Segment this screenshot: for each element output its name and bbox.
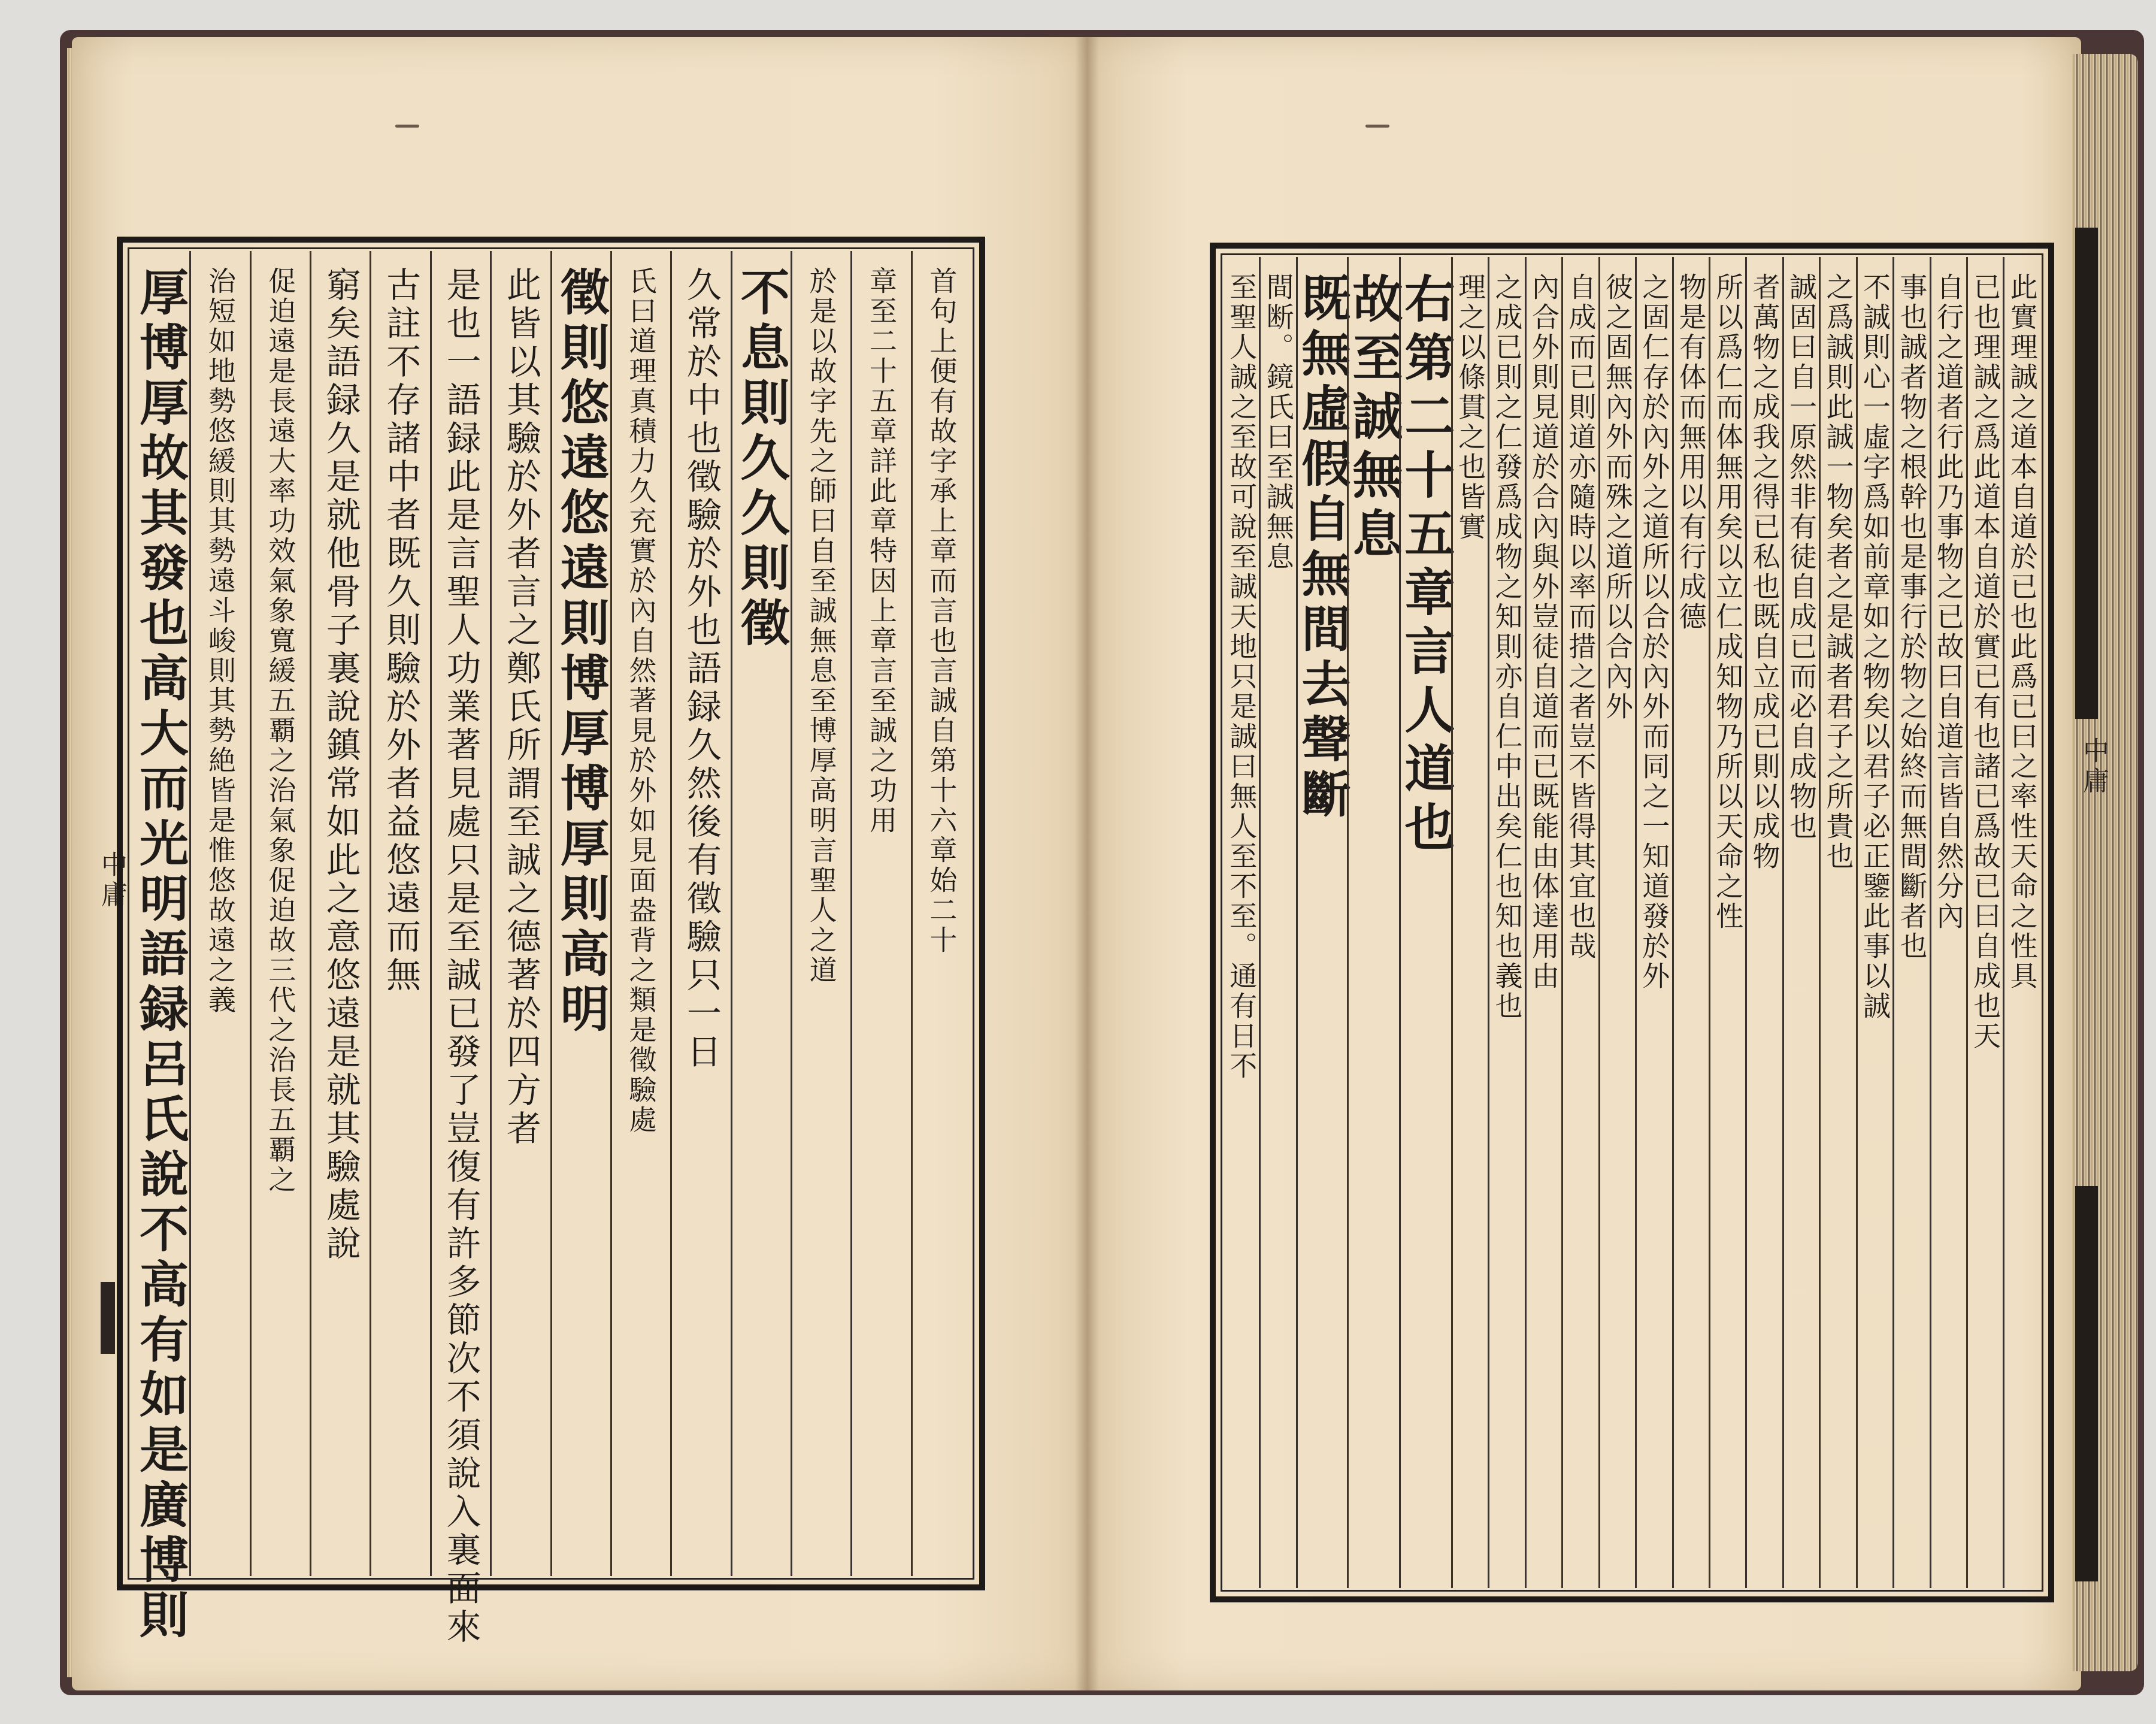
column-text: 此皆以其驗於外者言之鄭氏所謂至誠之德著於四方者 bbox=[500, 267, 541, 1148]
text-column bbox=[550, 251, 610, 1576]
fold-label: 中庸 bbox=[96, 851, 127, 911]
column-text: 此實理誠之道本自道於已也此爲已曰之率性天命之性具 bbox=[2006, 273, 2039, 991]
text-column bbox=[1598, 257, 1635, 1588]
left-text-frame bbox=[117, 237, 985, 1647]
text-column bbox=[850, 251, 910, 1576]
text-column bbox=[610, 251, 670, 1576]
text-column bbox=[490, 251, 550, 1576]
book-gutter bbox=[1075, 37, 1099, 1690]
text-column bbox=[2003, 257, 2039, 1588]
column-text: 者萬物之成我之得已私也既自立成已則以成物 bbox=[1748, 273, 1781, 872]
column-text: 右第二十五章言人道也 bbox=[1396, 273, 1456, 860]
column-text: 久常於中也徵驗於外也語録久然後有徵驗只一日 bbox=[680, 267, 722, 1072]
column-text: 已也理誠之爲此道本自道於實已有也諸已爲故已曰自成也天 bbox=[1969, 273, 2002, 1051]
fold-label: 中庸 bbox=[2078, 737, 2109, 797]
column-text: 不誠則心一虛字爲如前章如之物矣以君子必正鑒此事以誠 bbox=[1858, 273, 1891, 1021]
column-text: 故至誠無息 bbox=[1344, 273, 1404, 566]
column-text: 不息則久久則徵 bbox=[732, 267, 791, 652]
column-text: 自成而已則道亦隨時以率而措之者豈不皆得其宜也哉 bbox=[1564, 273, 1597, 961]
text-column bbox=[1396, 257, 1456, 1588]
text-column bbox=[1709, 257, 1745, 1588]
text-column bbox=[1672, 257, 1709, 1588]
text-column bbox=[1892, 257, 1929, 1588]
column-text: 窮矣語録久是就他骨子裏說鎮常如此之意悠遠是就其驗處說 bbox=[320, 267, 361, 1263]
column-text: 內合外則見道於合內與外豈徒自道而已既能由体達用由 bbox=[1527, 273, 1560, 991]
text-column bbox=[430, 251, 490, 1647]
right-columns bbox=[1224, 257, 2040, 1588]
text-column bbox=[670, 251, 730, 1576]
column-text: 促迫遠是長遠大率功效氣象寬緩五覇之治氣象促迫故三代之治長五覇之 bbox=[264, 267, 297, 1195]
page-mark bbox=[1365, 125, 1389, 128]
column-text: 之固仁存於內外之道所以合於內外而同之一知道發於外 bbox=[1638, 273, 1671, 991]
left-columns bbox=[131, 251, 971, 1647]
column-text: 事也誠者物之根幹也是事行於物之始終而無間斷者也 bbox=[1895, 273, 1928, 961]
column-text: 物是有体而無用以有行成德 bbox=[1674, 273, 1707, 632]
text-column bbox=[1525, 257, 1561, 1588]
column-text: 是也一語録此是言聖人功業著見處只是至誠已發了豈復有許多節次不須說入裏面來 bbox=[440, 267, 482, 1647]
column-text: 自行之道者行此乃事物之已故曰自道言皆自然分內 bbox=[1932, 273, 1965, 931]
column-text: 徵則悠遠悠遠則博厚博厚則高明 bbox=[552, 267, 610, 1038]
right-text-frame bbox=[1210, 243, 2054, 1602]
text-column bbox=[1966, 257, 2003, 1588]
text-column bbox=[1293, 257, 1351, 1588]
column-text: 誠固曰自一原然非有徒自成已而必自成物也 bbox=[1785, 273, 1818, 842]
column-text: 氏曰道理真積力久充實於內自然著見於外如見面盎背之類是徵驗處 bbox=[625, 267, 658, 1135]
column-text: 既無虛假自無間去聲斷 bbox=[1293, 273, 1351, 824]
text-column bbox=[189, 251, 249, 1576]
text-column bbox=[310, 251, 370, 1576]
page-mark bbox=[395, 125, 419, 128]
text-column bbox=[731, 251, 791, 1576]
text-column bbox=[1561, 257, 1598, 1588]
fold-mark bbox=[101, 1282, 115, 1354]
text-column bbox=[1451, 257, 1488, 1588]
text-column bbox=[1782, 257, 1819, 1588]
column-text: 之爲誠則此誠一物矣者之是誠者君子之所貴也 bbox=[1822, 273, 1855, 872]
column-text: 理之以條貫之也皆實 bbox=[1454, 273, 1487, 542]
text-column bbox=[791, 251, 850, 1576]
column-text: 厚博厚故其發也高大而光明語録呂氏說不高有如是廣博則 bbox=[131, 267, 189, 1644]
text-column bbox=[1930, 257, 1966, 1588]
column-text: 彼之固無內外而殊之道所以合內外 bbox=[1601, 273, 1634, 722]
text-column bbox=[911, 251, 971, 1576]
text-column bbox=[1344, 257, 1404, 1588]
column-text: 至聖人誠之至故可說至誠天地只是誠曰無人至不至。通有日不 bbox=[1225, 273, 1258, 1081]
column-text: 章至二十五章詳此章特因上章言至誠之功用 bbox=[865, 267, 898, 836]
text-column bbox=[370, 251, 429, 1576]
column-text: 治短如地勢悠緩則其勢遠斗峻則其勢絶皆是惟悠故遠之義 bbox=[204, 267, 237, 1015]
right-fold-strip bbox=[2069, 228, 2109, 1581]
fold-bar-bottom bbox=[2075, 1186, 2098, 1581]
text-column bbox=[1259, 257, 1295, 1588]
column-text: 於是以故字先之師曰自至誠無息至博厚高明言聖人之道 bbox=[805, 267, 838, 985]
fold-bar-top bbox=[2075, 228, 2098, 719]
text-column bbox=[250, 251, 310, 1576]
column-text: 間断。鏡氏曰至誠無息 bbox=[1262, 273, 1295, 572]
text-column bbox=[1856, 257, 1892, 1588]
text-column bbox=[1745, 257, 1782, 1588]
text-column bbox=[1224, 257, 1259, 1588]
text-column bbox=[131, 251, 189, 1644]
text-column bbox=[1819, 257, 1855, 1588]
column-text: 古註不存諸中者既久則驗於外者益悠遠而無 bbox=[380, 267, 422, 995]
column-text: 首句上便有故字承上章而言也言誠自第十六章始二十 bbox=[925, 267, 958, 955]
column-text: 所以爲仁而体無用矣以立仁成知物乃所以天命之性 bbox=[1712, 273, 1745, 931]
text-column bbox=[1488, 257, 1524, 1588]
text-column bbox=[1635, 257, 1671, 1588]
column-text: 之成已則之仁發爲成物之知則亦自仁中出矣仁也知也義也 bbox=[1491, 273, 1524, 1021]
